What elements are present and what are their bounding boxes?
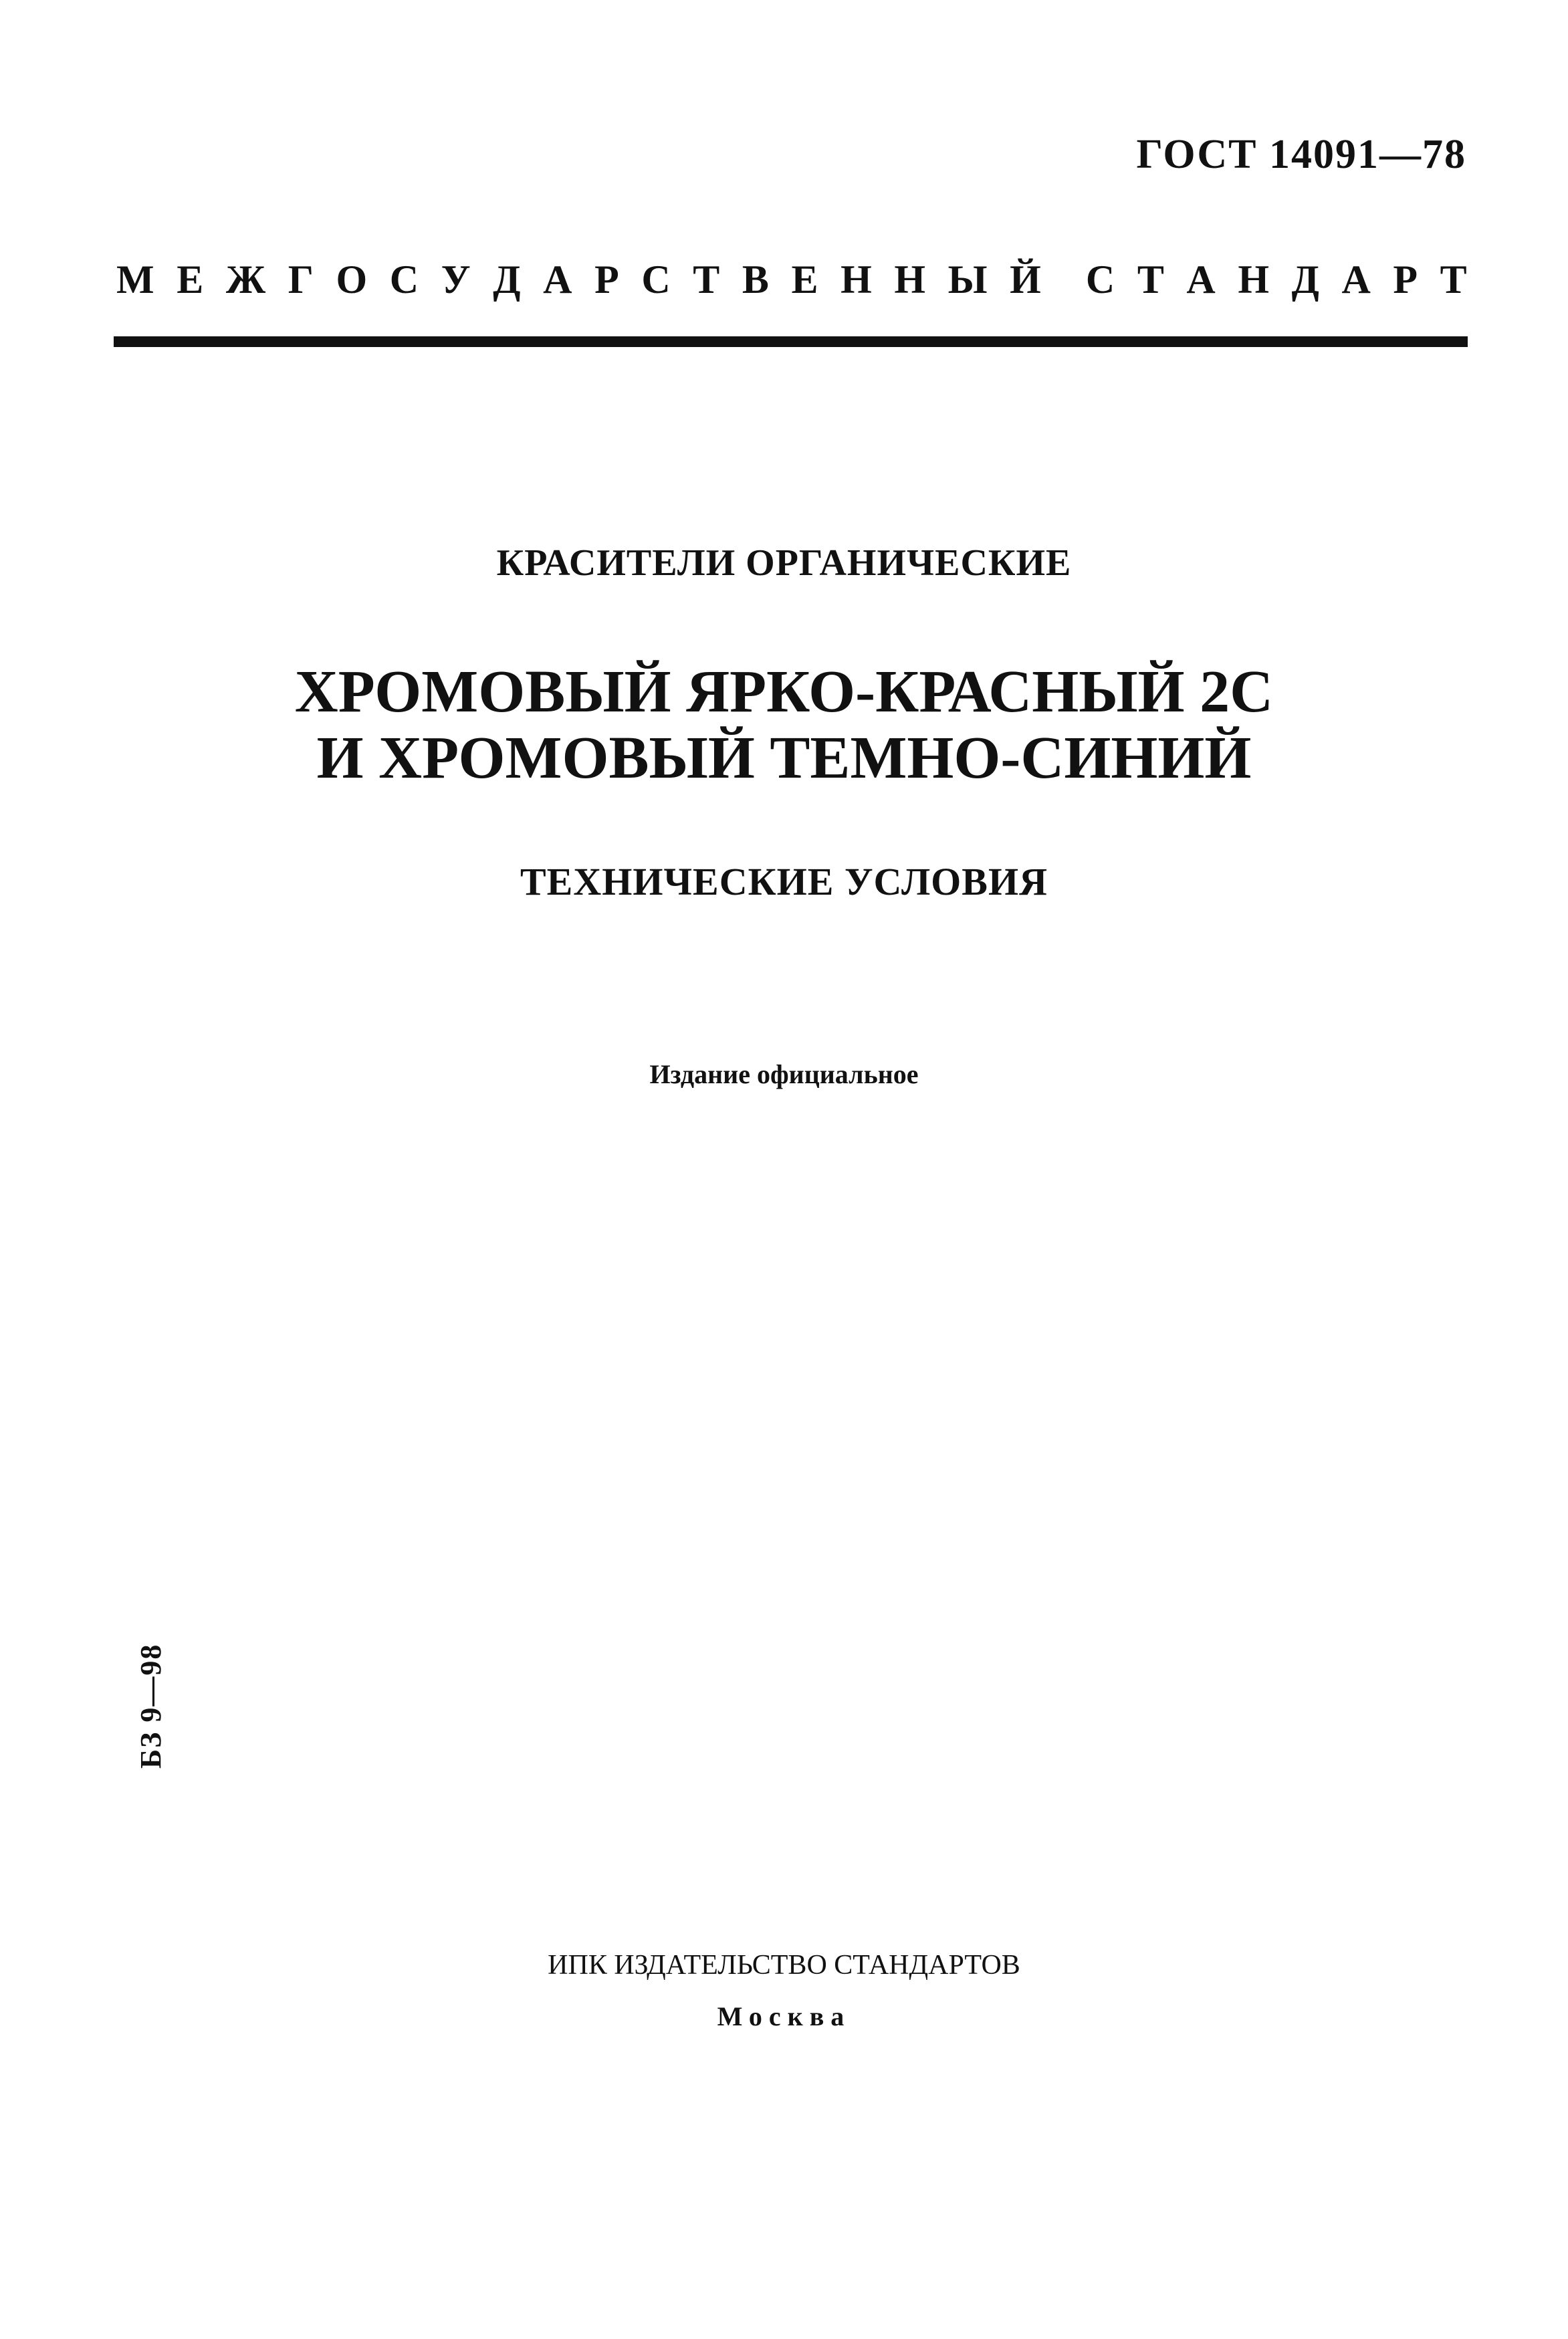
banner-letter: Ы [947,257,988,302]
banner-letter: У [441,257,471,302]
banner-letter: М [116,257,154,302]
banner-letter: Н [841,257,872,302]
banner-letter: О [336,257,368,302]
banner-letter: В [742,257,769,302]
banner-letter: А [543,257,572,302]
banner-letter: Е [791,257,818,302]
city: Москва [717,2001,851,2031]
banner-letter: Е [177,257,204,302]
banner-letter: Р [594,257,619,302]
banner-letter: Г [288,257,314,302]
header-rule [114,336,1468,347]
banner-letter: Р [1393,257,1418,302]
banner-letter: Т [1137,257,1164,302]
banner-letter: Т [1440,257,1467,302]
banner-letter: Ж [225,257,266,302]
side-code: БЗ 9—98 [134,1643,167,1769]
main-title-line: И ХРОМОВЫЙ ТЕМНО-СИНИЙ [316,725,1252,791]
banner-letter: Д [1291,257,1319,302]
banner-letter: С [641,257,671,302]
banner-letter: А [1341,257,1371,302]
banner-letter: А [1186,257,1216,302]
banner-letter: С [389,257,419,302]
publisher: ИПК ИЗДАТЕЛЬСТВО СТАНДАРТОВ [548,1950,1020,1981]
banner-letter: Д [493,257,521,302]
banner-letter: Т [693,257,720,302]
banner-letter: Н [894,257,925,302]
main-title [0,659,1568,791]
subtitle: ТЕХНИЧЕСКИЕ УСЛОВИЯ [520,860,1048,903]
series-banner [116,259,1467,300]
banner-letter: Й [1010,257,1041,302]
category-title: КРАСИТЕЛИ ОРГАНИЧЕСКИЕ [496,542,1072,584]
banner-letter: Н [1238,257,1270,302]
edition-note: Издание официальное [649,1059,919,1089]
gost-number: ГОСТ 14091—78 [1136,132,1466,177]
banner-letter: С [1085,257,1115,302]
main-title-line: ХРОМОВЫЙ ЯРКО-КРАСНЫЙ 2С [294,659,1274,725]
